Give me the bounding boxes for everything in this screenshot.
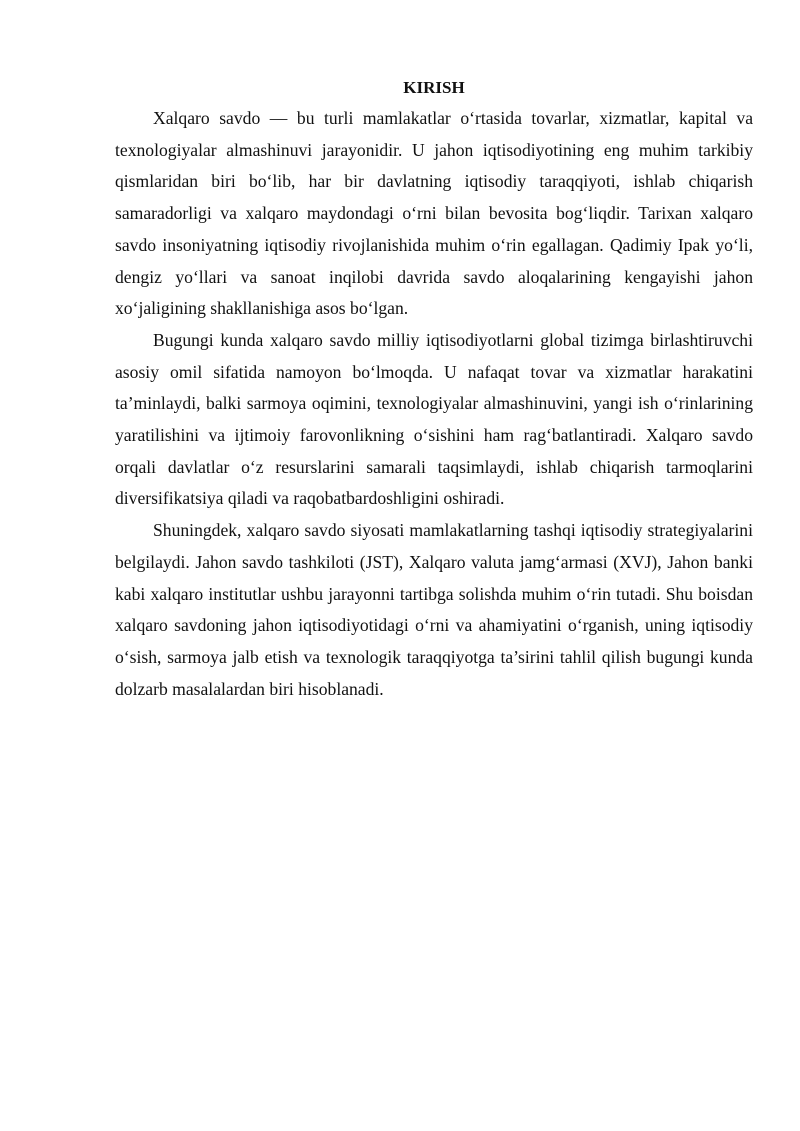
- paragraph-policy: Shuningdek, xalqaro savdo siyosati mamlakatlarning tashqi iqtisodiy strategiyalarini belgilaydi. Jahon savdo tashkiloti (JST), Xalqaro valuta jamg‘armasi (XVJ), Jahon banki kabi xalqaro institutlar ushbu jarayonni tartibga solishda muhim o‘rin tutadi. Shu boisdan xalqaro savdoning jahon iqtisodiyotidagi o‘rni va ahamiyatini o‘rganish, uning iqtisodiy o‘sish, sarmoya jalb etish va texnologik taraqqiyotga ta’sirini tahlil qilish bugungi kunda dolzarb masalalardan biri hisoblanadi.: [115, 520, 753, 699]
- paragraph-intro: Xalqaro savdo — bu turli mamlakatlar o‘rtasida tovarlar, xizmatlar, kapital va texnologiyalar almashinuvi jarayonidir. U jahon iqtisodiyotining eng muhim tarkibiy qismlaridan biri bo‘lib, har bir davlatning iqtisodiy taraqqiyoti, ishlab chiqarish samaradorligi va xalqaro maydondagi o‘rni bilan bevosita bog‘liqdir. Tarixan xalqaro savdo insoniyatning iqtisodiy rivojlanishida muhim o‘rin egallagan. Qadimiy Ipak yo‘li, dengiz yo‘llari va sanoat inqilobi davrida savdo aloqalarining kengayishi jahon xo‘jaligining shakllanishiga asos bo‘lgan.: [115, 108, 753, 319]
- paragraph-role: Bugungi kunda xalqaro savdo milliy iqtisodiyotlarni global tizimga birlashtiruvchi asosiy omil sifatida namoyon bo‘lmoqda. U nafaqat tovar va xizmatlar harakatini ta’minlaydi, balki sarmoya oqimini, texnologiyalar almashinuvini, yangi ish o‘rinlarining yaratilishini va ijtimoiy farovonlikning o‘sishini ham rag‘batlantiradi. Xalqaro savdo orqali davlatlar o‘z resurslarini samarali taqsimlaydi, ishlab chiqarish tarmoqlarini diversifikatsiya qiladi va raqobatbardoshligini oshiradi.: [115, 329, 753, 509]
- document-body: [115, 72, 753, 705]
- section-heading: KIRISH: [403, 78, 465, 97]
